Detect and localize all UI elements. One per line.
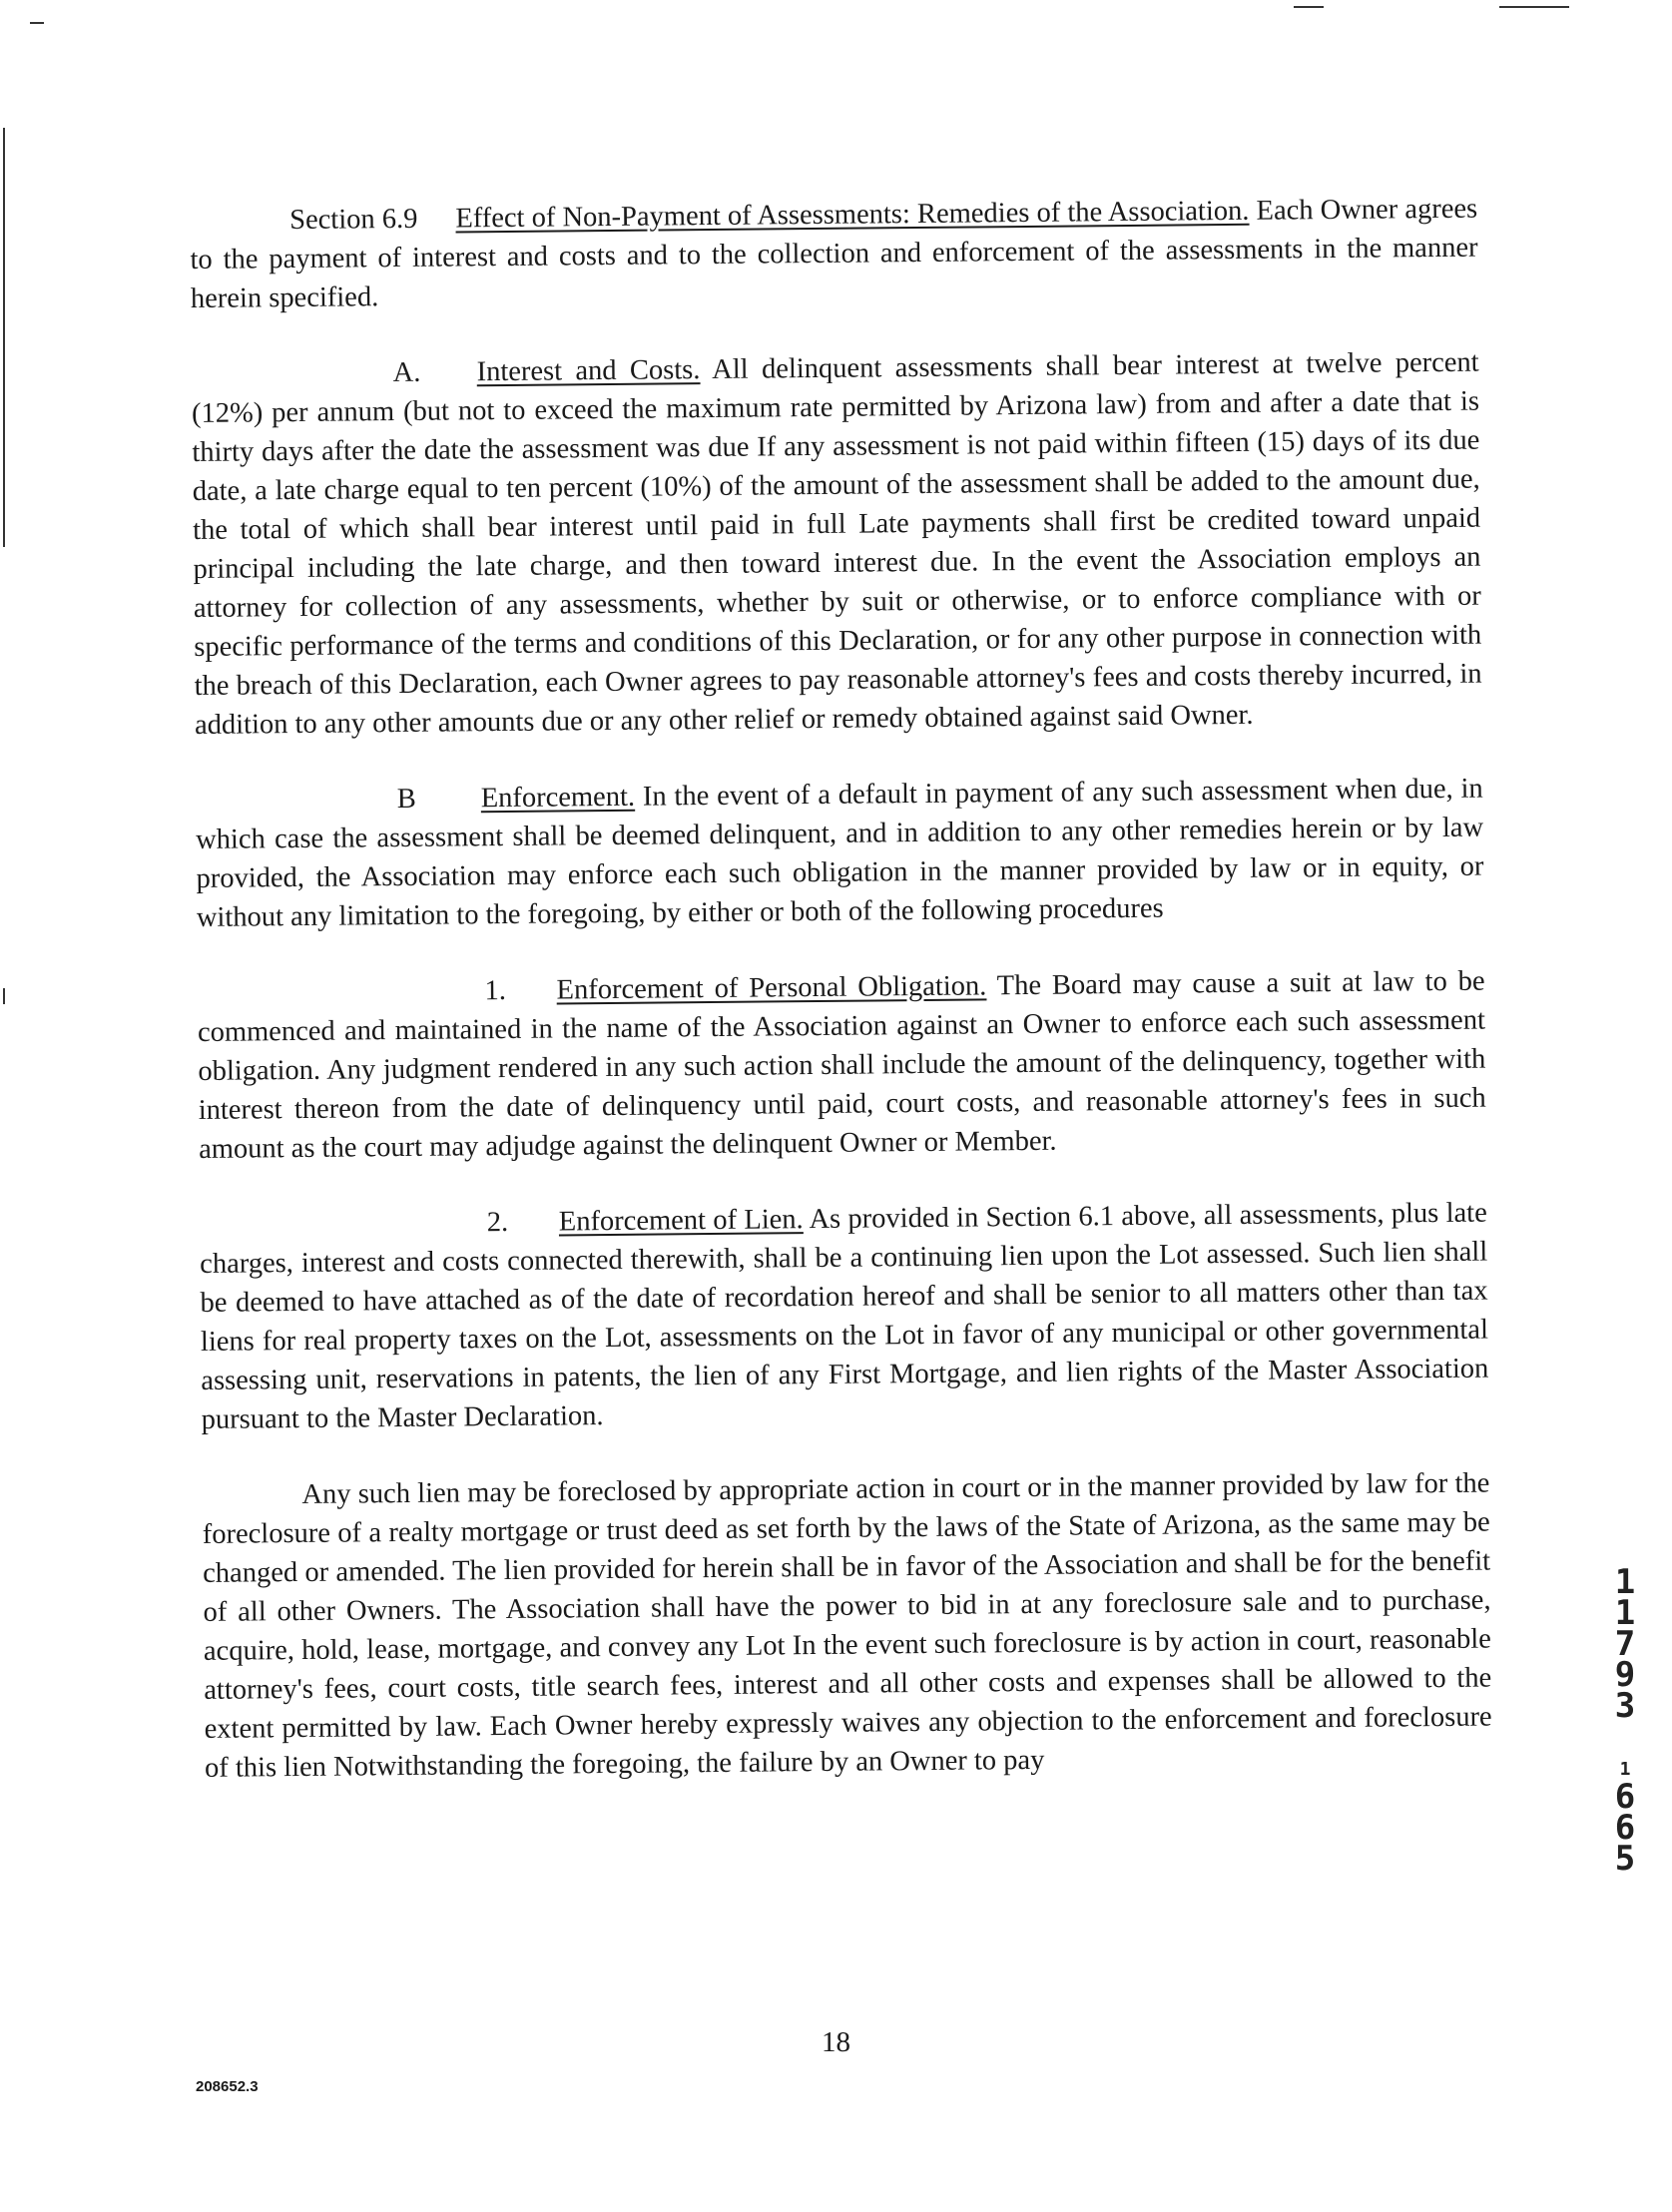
scan-edge-mark [30, 22, 44, 24]
stamp-digit: 5 [1614, 1839, 1636, 1879]
subsection-a-body: All delinquent assessments shall bear interest at twelve percent (12%) per annum (but not to exceed the maximum rate permitted by Arizona law) from and after a date that is thirty days after the date the assessment was due If any assessment is not paid within fifteen (15) days of its due date, a late charge equal to ten percent (10%) of the amount of the assessment shall be added to the amount due, the total of which shall bear interest until paid in full Late payments shall first be credited toward unpaid principal including the late charge, and then toward interest due. In the event the Association employs an attorney for collection of any assessments, whether by suit or otherwise, or to enforce compliance with or specific performance of the terms and conditions of this Declaration, or for any other purpose in connection with the breach of this Declaration, each Owner agrees to pay reasonable attorney's fees and costs thereby incurred, in addition to any other amounts due or any other relief or remedy obtained against said Owner. [191, 346, 1482, 741]
closing-body: Any such lien may be foreclosed by appropriate action in court or in the manner provided by law for the foreclosure of a realty mortgage or trust deed as set forth by the laws of the State of Arizona, as the same may be changed or amended. The lien provided for herein shall be in favor of the Association and shall be for the benefit of all other Owners. The Association shall have the power to bid in at any foreclosure sale and to purchase, acquire, hold, lease, mortgage, and convey any Lot In the event such foreclosure is by action in court, reasonable attorney's fees, court costs, title search fees, interest and all other costs and expenses shall be allowed to the extent permitted by law. Each Owner hereby expressly waives any objection to the enforcement and foreclosure of this lien Notwithstanding the foregoing, the failure by an Owner to pay [202, 1467, 1492, 1784]
subsection-b-paragraph [196, 770, 1484, 937]
section-number: Section 6.9 [289, 203, 418, 237]
item-2-label: 2. [486, 1206, 509, 1239]
page-number: 18 [822, 2026, 850, 2058]
section-title: Effect of Non-Payment of Assessments: Remedies of the Association. [455, 195, 1250, 235]
stamp-digit: 7 [1614, 1624, 1636, 1664]
item-2-title: Enforcement of Lien. [558, 1204, 804, 1238]
subsection-a-title: Interest and Costs. [476, 354, 701, 388]
item-1-title: Enforcement of Personal Obligation. [556, 970, 987, 1006]
stamp-digit: 1 [1614, 1562, 1636, 1602]
subsection-b-label: B [396, 783, 416, 816]
item-2-paragraph [200, 1194, 1489, 1439]
stamp-digit: 1 [1614, 1593, 1636, 1633]
stamp-digit: 6 [1614, 1777, 1636, 1817]
recording-stamp [1597, 1562, 1653, 1879]
scan-edge-mark [3, 988, 5, 1004]
item-1-label: 1. [484, 974, 507, 1007]
document-id: 208652.3 [196, 2078, 259, 2095]
subsection-b-title: Enforcement. [480, 781, 636, 815]
item-1-paragraph [197, 962, 1486, 1169]
scan-edge-mark [3, 128, 5, 547]
scan-edge-mark [1499, 6, 1569, 8]
stamp-digit: 3 [1614, 1686, 1636, 1726]
subsection-a-label: A. [392, 356, 421, 389]
document-body [190, 190, 1493, 1825]
stamp-digit: 9 [1614, 1655, 1636, 1695]
stamp-digit: 6 [1614, 1808, 1636, 1848]
scan-edge-mark [1294, 6, 1324, 8]
closing-paragraph [202, 1464, 1492, 1788]
section-6-9-paragraph [190, 190, 1478, 318]
section-body: Each Owner agrees to the payment of interest and costs and to the collection and enforcement of the assessments in the manner herein specified. [190, 193, 1478, 314]
item-2-body: As provided in Section 6.1 above, all assessments, plus late charges, interest and costs connected therewith, shall be a continuing lien upon the Lot assessed. Such lien shall be deemed to have attached as of the date of recordation hereof and shall be senior to all matters other than tax liens for real property taxes on the Lot, assessments on the Lot in favor of any municipal or other governmental assessing unit, reservations in patents, the lien of any First Mortgage, and lien rights of the Master Association pursuant to the Master Declaration. [200, 1197, 1489, 1435]
subsection-b-body: In the event of a default in payment of any such assessment when due, in which case the assessment shall be deemed delinquent, and in addition to any other remedies herein or by law provided, the Association may enforce each such obligation in the manner provided by law or in equity, or without any limitation to the foregoing, by either or both of the following procedures [195, 773, 1484, 933]
subsection-a-paragraph [191, 343, 1482, 745]
stamp-digit: 1 [1619, 1759, 1631, 1780]
item-1-body: The Board may cause a suit at law to be commenced and maintained in the name of the Association against an Owner to enforce each such assessment obligation. Any judgment rendered in any such action shall include the amount of the delinquency, together with interest thereon from the date of delinquency until paid, court costs, and reasonable attorney's fees in such amount as the court may adjudge against the delinquent Owner or Member. [197, 965, 1486, 1165]
